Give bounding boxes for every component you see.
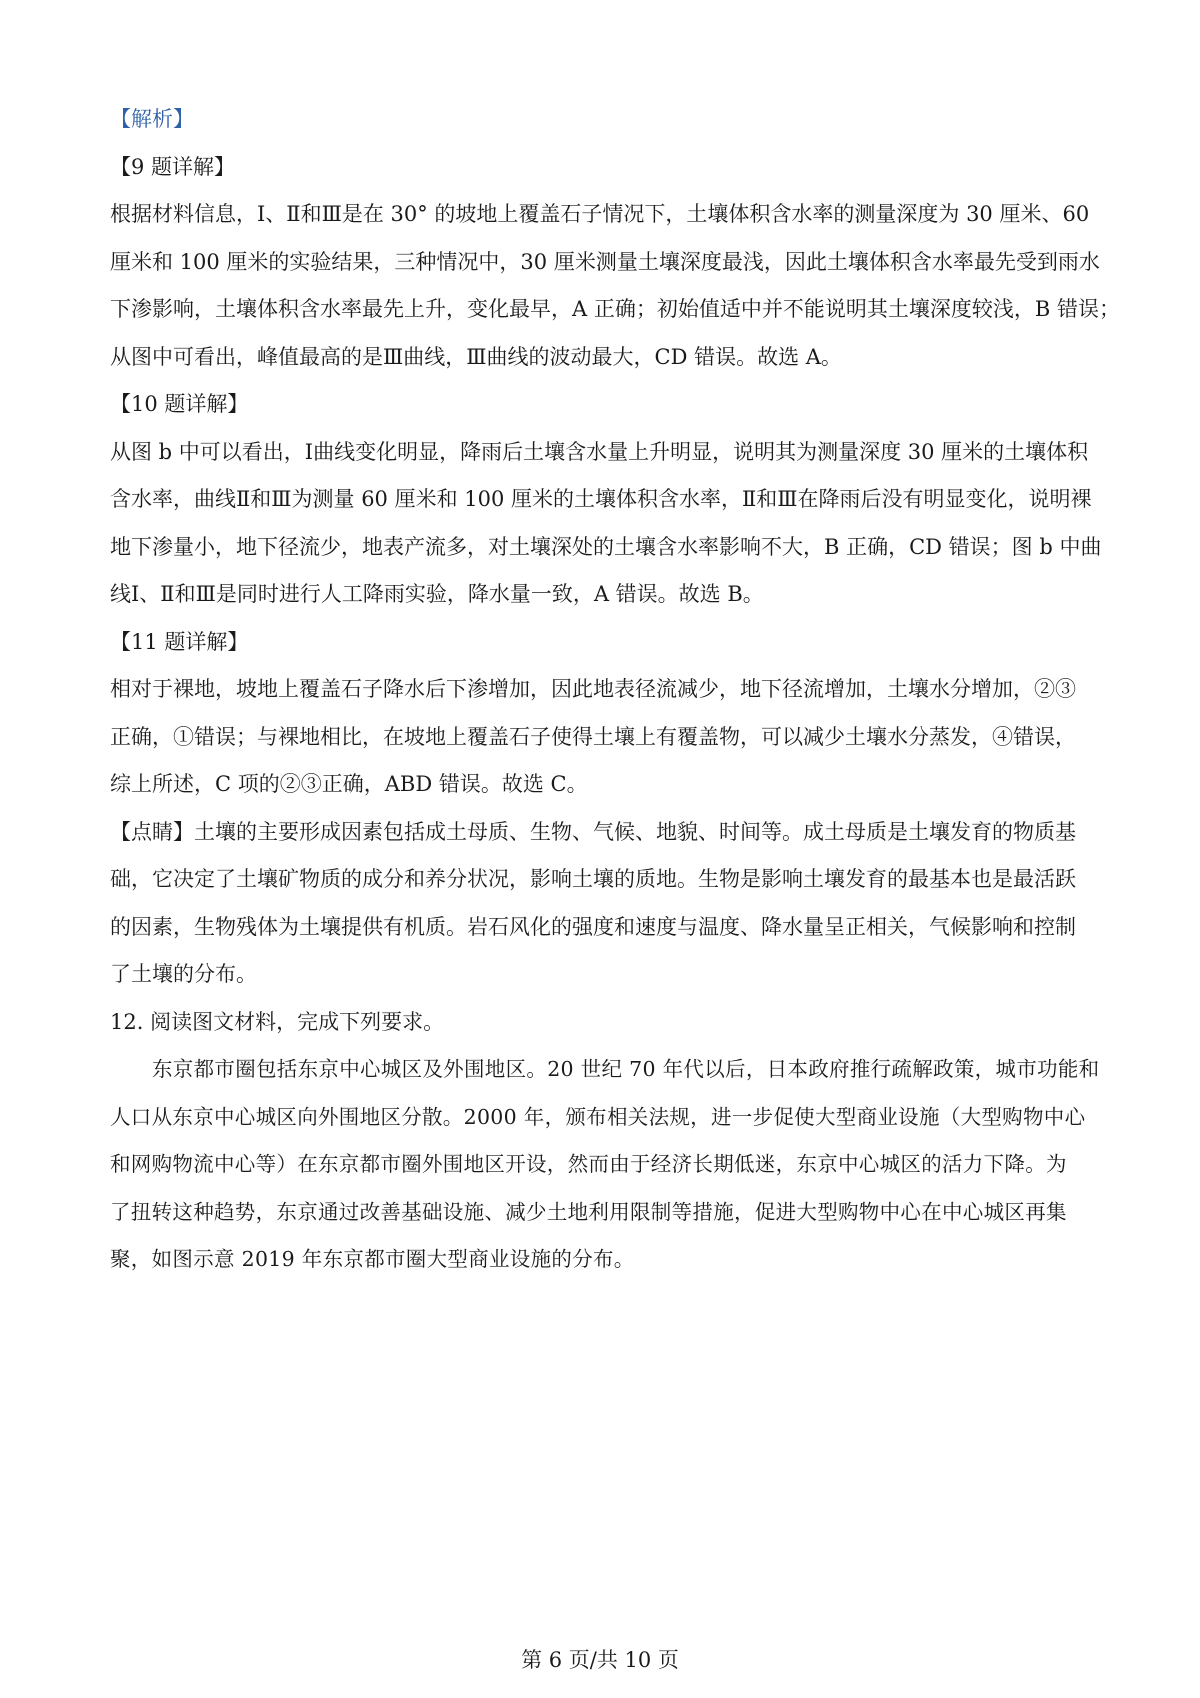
page-footer: 第 6 页/共 10 页 <box>521 1648 679 1672</box>
q11-heading: 【11 题详解】 <box>110 629 249 654</box>
q12-material-line: 聚，如图示意 2019 年东京都市圈大型商业设施的分布。 <box>110 1247 635 1271</box>
q9-heading: 【9 题详解】 <box>110 154 236 179</box>
q12-prompt: 12. 阅读图文材料，完成下列要求。 <box>110 1009 445 1034</box>
tip-line: 的因素，生物残体为土壤提供有机质。岩石风化的强度和速度与温度、降水量呈正相关，气候影响和控制 <box>110 914 1076 939</box>
tip-line: 了土壤的分布。 <box>110 962 257 986</box>
q10-heading: 【10 题详解】 <box>110 392 249 416</box>
page-content <box>110 96 1120 1284</box>
tip-line: 础，它决定了土壤矿物质的成分和养分状况，影响土壤的质地。生物是影响土壤发育的最基本也是最活跃 <box>110 867 1076 891</box>
q10-line: 地下渗量小，地下径流少，地表产流多，对土壤深处的土壤含水率影响不大，B 正确，CD 错误；图 b 中曲 <box>110 534 1102 559</box>
q11-line: 正确，①错误；与裸地相比，在坡地上覆盖石子使得土壤上有覆盖物，可以减少土壤水分蒸发，④错误， <box>110 724 1076 749</box>
q12-material-line: 东京都市圈包括东京中心城区及外围地区。20 世纪 70 年代以后，日本政府推行疏解政策，城市功能和 <box>152 1057 1100 1081</box>
q10-line: 线Ⅰ、Ⅱ和Ⅲ是同时进行人工降雨实验，降水量一致，A 错误。故选 B。 <box>110 582 764 606</box>
q12-material-line: 和网购物流中心等）在东京都市圈外围地区开设，然而由于经济长期低迷，东京中心城区的活力下降。为 <box>110 1152 1067 1176</box>
q11-line: 相对于裸地，坡地上覆盖石子降水后下渗增加，因此地表径流减少，地下径流增加，土壤水分增加，②③ <box>110 677 1076 701</box>
q11-line: 综上所述，C 项的②③正确，ABD 错误。故选 C。 <box>110 772 588 796</box>
q9-line: 从图中可看出，峰值最高的是Ⅲ曲线，Ⅲ曲线的波动最大，CD 错误。故选 A。 <box>110 344 842 369</box>
tip-line: 【点睛】土壤的主要形成因素包括成土母质、生物、气候、地貌、时间等。成土母质是土壤发育的物质基 <box>110 819 1076 844</box>
q10-line: 含水率，曲线Ⅱ和Ⅲ为测量 60 厘米和 100 厘米的土壤体积含水率，Ⅱ和Ⅲ在降雨后没有明显变化，说明裸 <box>110 487 1092 511</box>
q12-material-line: 人口从东京中心城区向外围地区分散。2000 年，颁布相关法规，进一步促使大型商业设施（大型购物中心 <box>110 1104 1086 1129</box>
q10-line: 从图 b 中可以看出，Ⅰ曲线变化明显，降雨后土壤含水量上升明显，说明其为测量深度 30 厘米的土壤体积 <box>110 439 1089 464</box>
q9-line: 下渗影响，土壤体积含水率最先上升，变化最早，A 正确；初始值适中并不能说明其土壤深度较浅，B 错误； <box>110 297 1120 321</box>
analysis-label: 【解析】 <box>110 107 194 131</box>
q9-line: 根据材料信息，Ⅰ、Ⅱ和Ⅲ是在 30° 的坡地上覆盖石子情况下，土壤体积含水率的测量深度为 30 厘米、60 <box>110 202 1090 226</box>
q9-line: 厘米和 100 厘米的实验结果，三种情况中，30 厘米测量土壤深度最浅，因此土壤体积含水率最先受到雨水 <box>110 249 1100 274</box>
q12-material-line: 了扭转这种趋势，东京通过改善基础设施、减少土地利用限制等措施，促进大型购物中心在中心城区再集 <box>110 1199 1067 1224</box>
